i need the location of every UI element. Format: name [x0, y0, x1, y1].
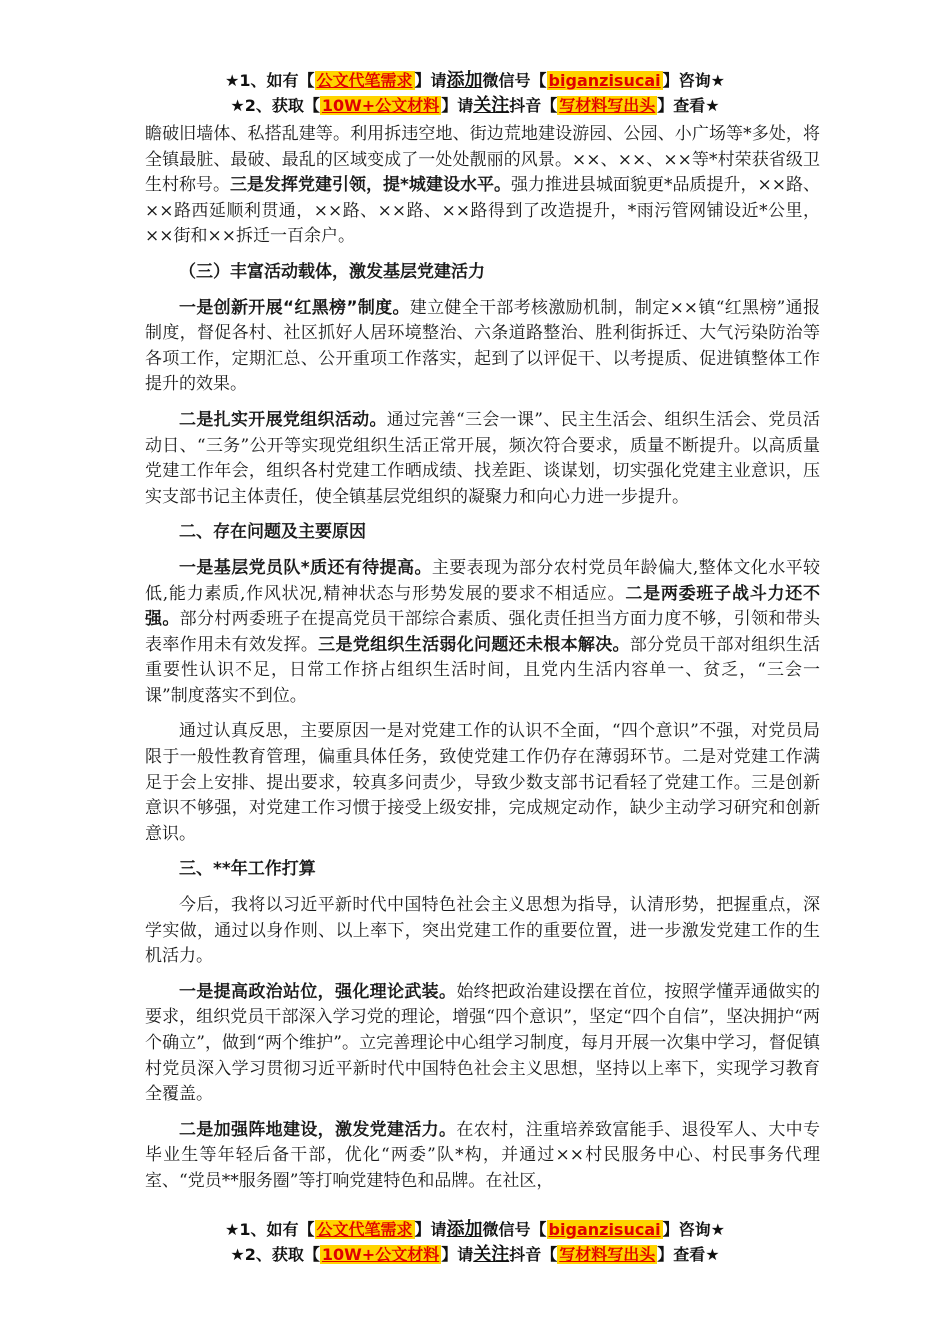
- section-heading-activities: （三）丰富活动载体，激发基层党建活力: [179, 261, 485, 282]
- top-banner-line-1: ★1、如有【 公文代笔需求 】请添加微信号【 biganzisucai 】咨询★: [225, 70, 725, 91]
- bottom-banner-line-2: ★2、获取【 10W+公文材料 】请关注抖音【 写材料写出头 】查看★: [230, 1244, 720, 1265]
- materials-highlight: 10W+公文材料: [321, 96, 440, 115]
- materials-highlight: 10W+公文材料: [321, 1245, 440, 1264]
- douyin-highlight: 写材料写出头: [559, 96, 656, 115]
- paragraph-political-stance: 一是提高政治站位，强化理论武装。始终把政治建设摆在首位，按照学懂弄通做实的要求，组织党员干部深入学习党的理论，增强“四个意识”，坚定“四个自信”，坚决拥护“两个确立”，做到“两个维护”。立完善理论中心组学习制度，每月开展一次集中学习，督促镇村党员深入学习贯彻习近平新时代中国特色社会主义思想，坚持以上率下，实现学习教育全覆盖。: [145, 981, 821, 1105]
- paragraph-party-activities: 二是扎实开展党组织活动。通过完善“三会一课”、民主生活会、组织生活会、党员活动日、“三务”公开等实现党组织生活正常开展，频次符合要求，质量不断提升。以高质量党建工作年会，组织各村党建工作晒成绩、找差距、谈谋划，切实强化党建主业意识，压实支部书记主体责任，使全镇基层党组织的凝聚力和向心力进一步提升。: [145, 409, 820, 507]
- section-heading-plan: 三、**年工作打算: [179, 859, 316, 880]
- paragraph-causes: 通过认真反思，主要原因一是对党建工作的认识不全面，“四个意识”不强，对党员局限于一般性教育管理，偏重具体任务，致使党建工作仍存在薄弱环节。二是对党建工作满足于会上安排、提出要求，较真多问责少，导致少数支部书记看轻了党建工作。三是创新意识不够强，对党建工作习惯于接受上级安排，完成规定动作，缺少主动学习研究和创新意识。: [145, 721, 820, 844]
- ghostwriting-highlight: 公文代笔需求: [316, 1220, 413, 1239]
- paragraph-plan-intro: 今后，我将以习近平新时代中国特色社会主义思想为指导，认清形势，把握重点，深学实做，通过以身作则、以上率下，突出党建工作的重要位置，进一步激发党建工作的生机活力。: [145, 895, 820, 967]
- ghostwriting-highlight: 公文代笔需求: [316, 71, 413, 90]
- wechat-id-highlight: biganzisucai: [548, 71, 661, 90]
- top-banner-line-2: ★2、获取【 10W+公文材料 】请关注抖音【 写材料写出头 】查看★: [230, 95, 720, 116]
- paragraph-problems: 一是基层党员队*质还有待提高。主要表现为部分农村党员年龄偏大,整体文化水平较低,能力素质,作风状况,精神状态与形势发展的要求不相适应。二是两委班子战斗力还不强。部分村两委班子在提高党员干部综合素质、强化责任担当方面力度不够，引领和带头表率作用未有效发挥。三是党组织生活弱化问题还未根本解决。部分党员干部对组织生活重要性认识不足，日常工作挤占组织生活时间，且党内生活内容单一、贫乏，“三会一课”制度落实不到位。: [145, 557, 821, 706]
- douyin-highlight: 写材料写出头: [559, 1245, 656, 1264]
- wechat-id-highlight: biganzisucai: [548, 1220, 661, 1239]
- paragraph-red-black-list: 一是创新开展“红黑榜”制度。建立健全干部考核激励机制，制定××镇“红黑榜”通报制度，督促各村、社区抓好人居环境整治、六条道路整治、胜利街拆迁、大气污染防治等各项工作，定期汇总、公开重项工作落实，起到了以评促干、以考提质、促进镇整体工作提升的效果。: [145, 297, 820, 395]
- bottom-banner-line-1: ★1、如有【 公文代笔需求 】请添加微信号【 biganzisucai 】咨询★: [225, 1219, 725, 1240]
- section-heading-problems: 二、存在问题及主要原因: [179, 522, 366, 543]
- document-body: [145, 122, 820, 1195]
- paragraph-urban-construction: 瞻破旧墙体、私搭乱建等。利用拆违空地、街边荒地建设游园、公园、小广场等*多处，将全镇最脏、最破、最乱的区域变成了一处处靓丽的风景。××、××、××等*村荣获省级卫生村称号。三是发挥党建引领，提*城建设水平。强力推进县城面貌更*品质提升，××路、××路西延顺利贯通，××路、××路、××路得到了改造提升，*雨污管网铺设近*公里，××街和××拆迁一百余户。: [145, 124, 820, 247]
- paragraph-position-building: 二是加强阵地建设，激发党建活力。在农村，注重培养致富能手、退役军人、大中专毕业生等年轻后备干部，优化“两委”队*构，并通过××村民服务中心、村民事务代理室、“党员**服务圈”等打响党建特色和品牌。在社区，: [145, 1119, 821, 1191]
